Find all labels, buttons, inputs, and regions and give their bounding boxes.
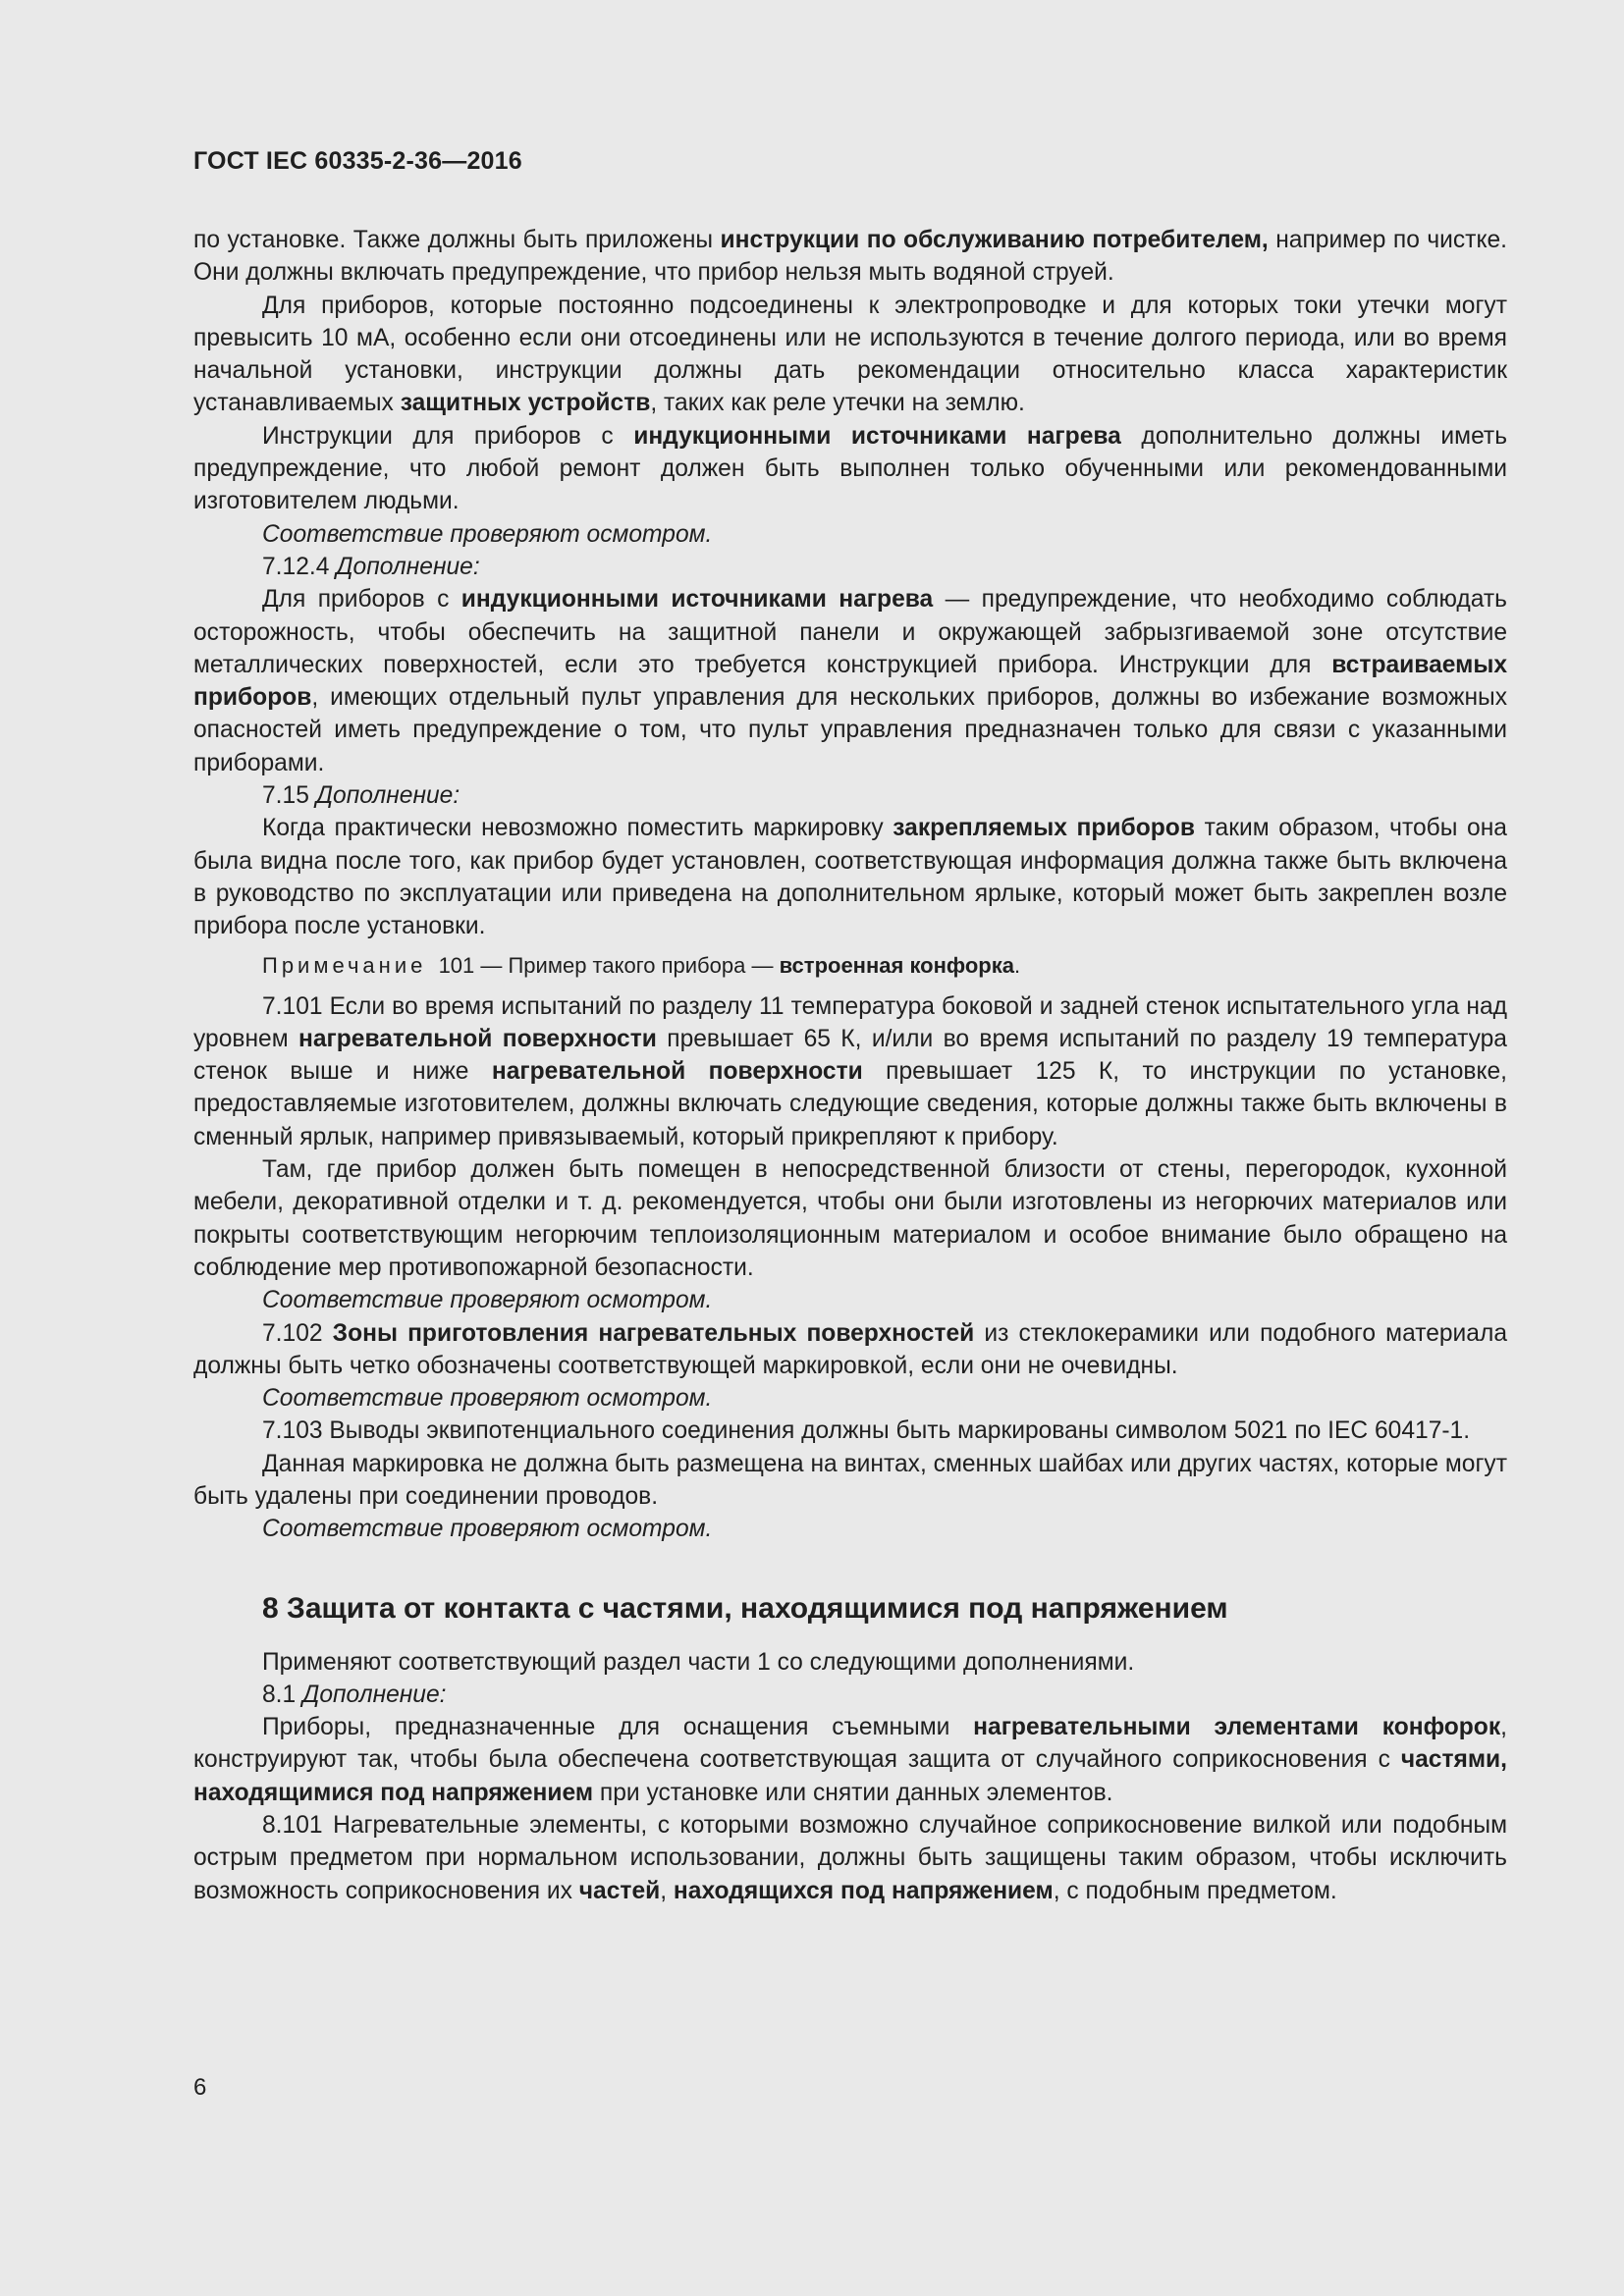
paragraph: 7.101 Если во время испытаний по разделу 11 температура боковой и задней стенок испытательного угла над уровнем нагревательной поверхности превышает 65 К, и/или во время испытаний по разделу 19 температура стенок выше и ниже нагревательной поверхности превышает 125 К, то инструкции по установке, предоставляемые изготовителем, должны включать следующие сведения, которые должны также быть включены в сменный ярлык, например привязываемый, который прикрепляют к прибору. [193,992,1508,1150]
term: Зоны приготовления нагревательных поверхностей [332,1319,975,1347]
paragraph: Для приборов с индукционными источниками нагрева — предупреждение, что необходимо соблюдать осторожность, чтобы обеспечить на защитной панели и окружающей забрызгиваемой зоне отсутствие металлических поверхностей, если это требуется конструкцией прибора. Инструкции для встраиваемых приборов, имеющих отдельный пульт управления для нескольких приборов, должны во избежание возможных опасностей иметь предупреждение о том, что пульт управления предназначен только для связи с указанными приборами. [193,586,1507,776]
term: находящихся под напряжением [673,1877,1054,1904]
conformity-statement: Соответствие проверяют осмотром. [262,1287,713,1314]
term: закрепляемых приборов [893,815,1195,842]
paragraph: 7.103 Выводы эквипотенциального соединения должны быть маркированы символом 5021 по IEC 60417-1. [262,1417,1471,1445]
conformity-statement: Соответствие проверяют осмотром. [262,520,713,548]
paragraph: Приборы, предназначенные для оснащения съемными нагревательными элементами конфорок, конструируют так, чтобы была обеспечена соответствующая защита от случайного соприкосновения с частями, находящимися под напряжением при установке или снятии данных элементов. [193,1714,1507,1806]
paragraph: Когда практически невозможно поместить маркировку закрепляемых приборов таким образом, чтобы она была видна после того, как прибор будет установлен, соответствующая информация должна также быть включена в руководство по эксплуатации или приведена на дополнительном ярлыке, который может быть закреплен возле прибора после установки. [193,815,1507,940]
clause-heading: 8.1 Дополнение: [262,1681,447,1708]
term: защитных устройств [400,390,651,417]
clause-heading: 7.12.4 Дополнение: [262,553,480,580]
term: нагревательной поверхности [298,1025,657,1052]
term: индукционными источниками нагрева [460,586,934,614]
paragraph: Там, где прибор должен быть помещен в непосредственной близости от стены, перегородок, кухонной мебели, декоративной отделки и т. д. рекомендуется, чтобы они были изготовлены из негорючих материалов или покрыты соответствующим негорючим теплоизоляционным материалом и особое внимание было обращено на соблюдение мер противопожарной безопасности. [193,1156,1507,1281]
paragraph: Применяют соответствующий раздел части 1 со следующими дополнениями. [262,1648,1135,1676]
term: нагревательной поверхности [491,1058,863,1086]
conformity-statement: Соответствие проверяют осмотром. [262,1385,713,1413]
paragraph: 7.102 Зоны приготовления нагревательных поверхностей из стеклокерамики или подобного материала должны быть четко обозначены соответствующей маркировкой, если они не очевидны. [193,1319,1507,1379]
document-header: ГОСТ IEC 60335-2-36—2016 [193,147,522,175]
term: частями, находящимися под напряжением [193,1746,1507,1806]
section-title: 8 Защита от контакта с частями, находящимися под напряжением [262,1591,1228,1625]
note: Примечание 101 — Пример такого прибора — встроенная конфорка. [262,952,1021,978]
clause-heading: 7.15 Дополнение: [262,782,460,810]
term: индукционными источниками нагрева [633,422,1121,450]
term: встраиваемых приборов [193,651,1507,712]
paragraph: Инструкции для приборов с индукционными источниками нагрева дополнительно должны иметь предупреждение, что любой ремонт должен быть выполнен только обученными или рекомендованными изготовителем людьми. [193,422,1508,515]
conformity-statement: Соответствие проверяют осмотром. [262,1516,713,1543]
paragraph: Данная маркировка не должна быть размещена на винтах, сменных шайбах или других частях, которые могут быть удалены при соединении проводов. [193,1450,1507,1510]
paragraph: по установке. Также должны быть приложены инструкции по обслуживанию потребителем, например по чистке. Они должны включать предупреждение, что прибор нельзя мыть водяной струей. [193,227,1507,287]
paragraph: Для приборов, которые постоянно подсоединены к электропроводке и для которых токи утечки могут превысить 10 мА, особенно если они отсоединены или не используются в течение долгого периода, или во время начальной установки, инструкции должны дать рекомендации относительно класса характеристик устанавливаемых защитных устройств, таких как реле утечки на землю. [193,292,1507,417]
term: инструкции по обслуживанию потребителем, [720,227,1269,253]
term: частей [578,1877,661,1904]
term: нагревательными элементами конфорок [973,1714,1501,1741]
paragraph: 8.101 Нагревательные элементы, с которыми возможно случайное соприкосновение вилкой или подобным острым предметом при нормальном использовании, должны быть защищены таким образом, чтобы исключить возможность соприкосновения их частей, находящихся под напряжением, с подобным предметом. [193,1812,1507,1904]
document-body [193,224,1507,1907]
note-label: Примечание [262,952,427,978]
page-number: 6 [193,2074,207,2101]
